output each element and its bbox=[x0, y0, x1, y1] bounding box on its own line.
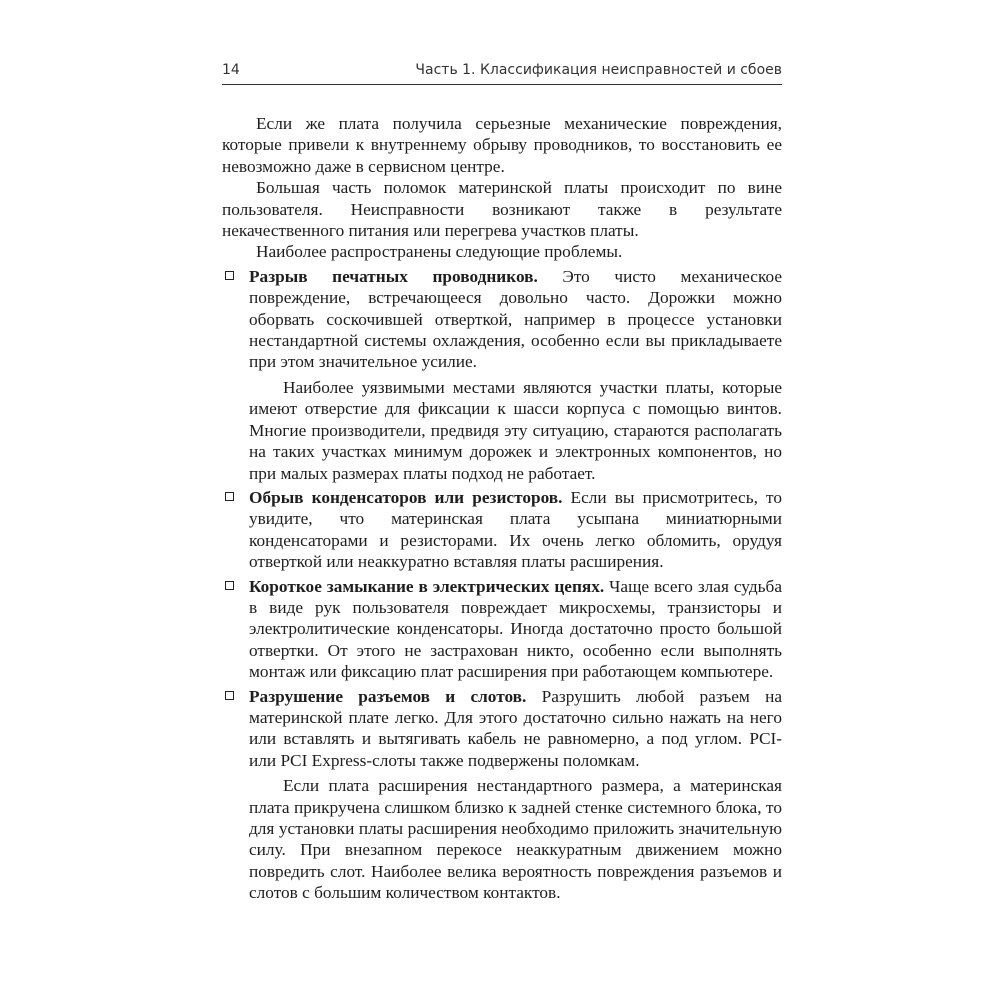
item-lead: Обрыв конденсаторов или резисторов. bbox=[249, 487, 563, 507]
item-lead: Разрушение разъемов и слотов. bbox=[249, 686, 527, 706]
item-subparagraph: Наиболее уязвимыми местами являются участки платы, которые имеют отверстие для фиксации к шасси корпуса с помощью винтов. Многие производители, предвидя эту ситуацию, стараются располагать на таких участках минимум дорожек и электронных компонентов, но при малых размерах платы подход не работает. bbox=[249, 377, 782, 483]
item-text: Чаще всего злая судьба в виде рук пользователя повреждает микросхемы, транзисторы и электролитические конденсаторы. Иногда достаточно просто большой отвертки. От этого не застрахован никто, особенно если выполнять монтаж или фиксацию плат расширения при работающем компьютере. bbox=[249, 576, 782, 682]
item-lead: Короткое замыкание в электрических цепях. bbox=[249, 576, 605, 596]
page-body bbox=[222, 113, 782, 904]
page-number: 14 bbox=[222, 62, 240, 78]
paragraph: Большая часть поломок материнской платы происходит по вине пользователя. Неисправности возникают также в результате некачественного питания или перегрева участков платы. bbox=[222, 178, 782, 241]
book-page bbox=[222, 62, 782, 904]
checkbox-bullet-icon bbox=[225, 271, 234, 280]
paragraph: Если же плата получила серьезные механические повреждения, которые привели к внутреннему обрыву проводников, то восстановить ее невозможно даже в сервисном центре. bbox=[222, 114, 782, 176]
checkbox-bullet-icon bbox=[225, 581, 234, 590]
running-header bbox=[222, 62, 782, 85]
list-item bbox=[222, 266, 782, 484]
paragraph: Наиболее распространены следующие проблемы. bbox=[256, 242, 623, 262]
item-subparagraph: Если плата расширения нестандартного размера, а материнская плата прикручена слишком близко к задней стенке системного блока, то для установки платы расширения необходимо приложить значительную силу. При внезапном перекосе неаккуратным движением можно повредить слот. Наиболее велика вероятность повреждения разъемов и слотов с большим количеством контактов. bbox=[249, 776, 782, 903]
item-lead: Разрыв печатных проводников. bbox=[249, 266, 538, 286]
item-text: Если вы присмотритесь, то увидите, что материнская плата усыпана миниатюрными конденсаторами и резисторами. Их очень легко обломить, орудуя отверткой или неаккуратно вставляя платы расширения. bbox=[249, 487, 782, 572]
list-item bbox=[222, 576, 782, 683]
checkbox-bullet-icon bbox=[225, 492, 234, 501]
list-item bbox=[222, 487, 782, 573]
checkbox-bullet-icon bbox=[225, 691, 234, 700]
item-text: Это чисто механическое повреждение, встречающееся довольно часто. Дорожки можно оборвать соскочившей отверткой, например в процессе установки нестандартной системы охлаждения, особенно если вы прикладываете при этом значительное усилие. bbox=[249, 266, 782, 372]
item-text: Разрушить любой разъем на материнской плате легко. Для этого достаточно сильно нажать на него или вставлять и вытягивать кабель не равномерно, а под углом. PCI- или PCI Express-слоты также подвержены поломкам. bbox=[249, 686, 782, 770]
list-item bbox=[222, 686, 782, 904]
running-title: Часть 1. Классификация неисправностей и сбоев bbox=[415, 62, 782, 78]
